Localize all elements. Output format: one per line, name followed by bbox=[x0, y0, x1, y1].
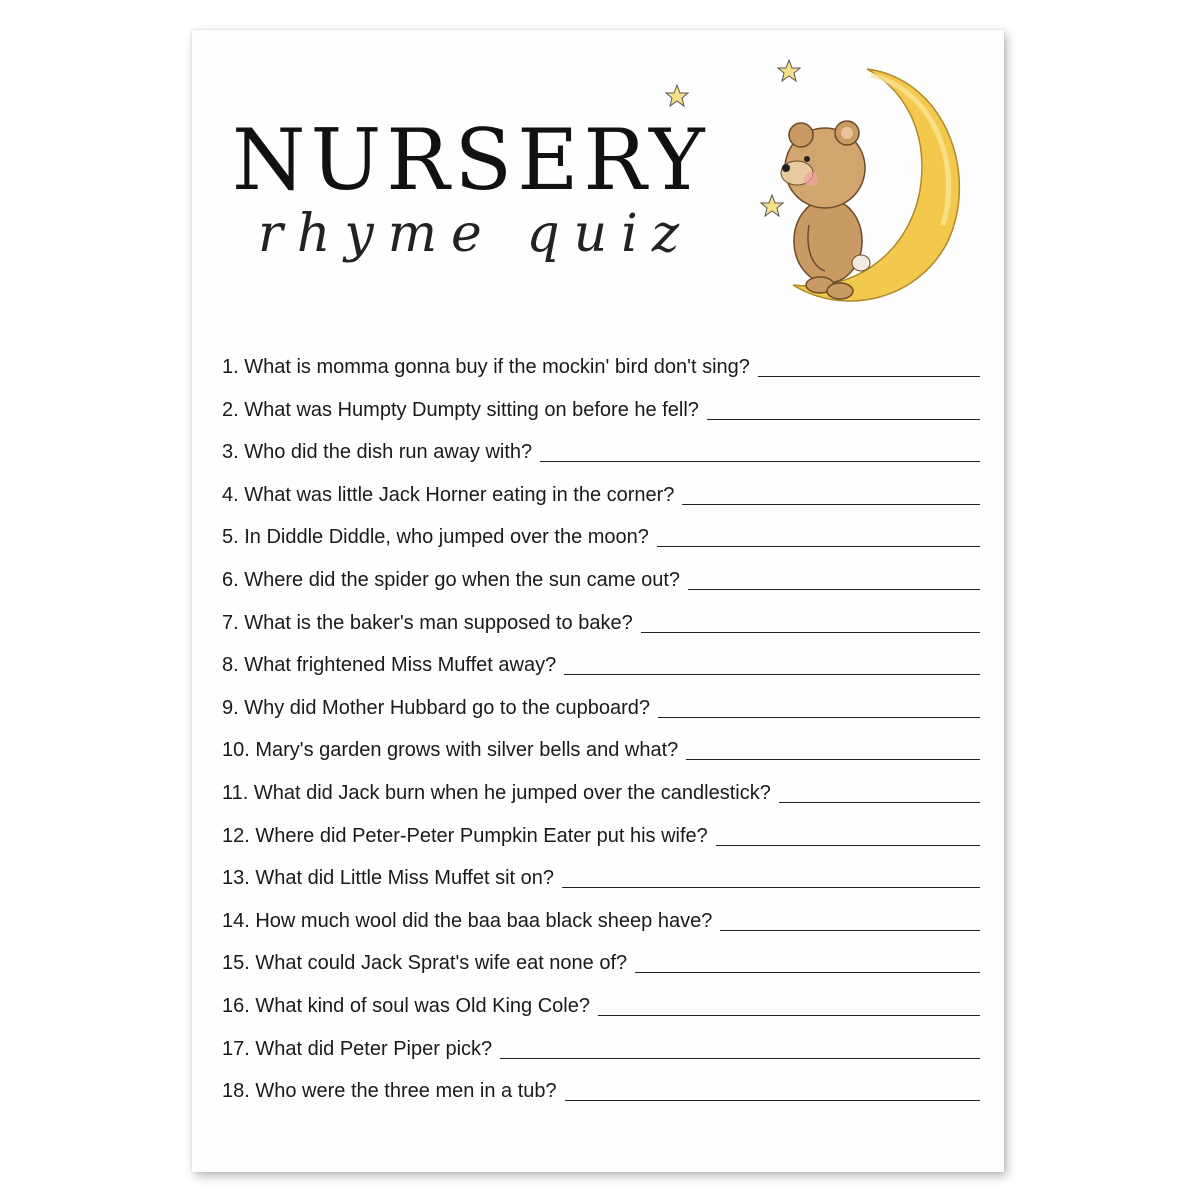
answer-line[interactable] bbox=[658, 716, 980, 718]
question-text: 11. What did Jack burn when he jumped over the candlestick? bbox=[222, 781, 771, 804]
question-item bbox=[222, 697, 980, 740]
question-text: 5. In Diddle Diddle, who jumped over the moon? bbox=[222, 526, 649, 549]
question-item bbox=[222, 526, 980, 569]
question-text: 8. What frightened Miss Muffet away? bbox=[222, 654, 557, 677]
question-item bbox=[222, 569, 980, 612]
question-item bbox=[222, 399, 980, 442]
question-text: 10. Mary's garden grows with silver bells and what? bbox=[222, 739, 679, 762]
answer-line[interactable] bbox=[688, 588, 980, 590]
answer-line[interactable] bbox=[707, 418, 980, 420]
bear-on-moon-illustration bbox=[655, 55, 985, 315]
question-text: 7. What is the baker's man supposed to bake? bbox=[222, 611, 633, 634]
star-icon bbox=[666, 85, 688, 106]
question-item bbox=[222, 825, 980, 868]
question-item bbox=[222, 1080, 980, 1123]
star-icon bbox=[761, 195, 783, 216]
star-icon bbox=[778, 60, 800, 81]
answer-line[interactable] bbox=[758, 375, 980, 377]
page-title: NURSERY bbox=[232, 111, 710, 209]
question-item bbox=[222, 952, 980, 995]
question-item bbox=[222, 910, 980, 953]
question-item bbox=[222, 739, 980, 782]
answer-line[interactable] bbox=[562, 886, 980, 888]
question-item bbox=[222, 484, 980, 527]
answer-line[interactable] bbox=[540, 460, 980, 462]
question-item bbox=[222, 441, 980, 484]
page-subtitle: rhyme quiz bbox=[258, 204, 694, 264]
question-item bbox=[222, 612, 980, 655]
question-item bbox=[222, 356, 980, 399]
answer-line[interactable] bbox=[598, 1014, 980, 1016]
question-text: 18. Who were the three men in a tub? bbox=[222, 1080, 557, 1103]
answer-line[interactable] bbox=[779, 801, 980, 803]
question-text: 14. How much wool did the baa baa black sheep have? bbox=[222, 909, 713, 932]
question-item bbox=[222, 867, 980, 910]
question-item bbox=[222, 782, 980, 825]
question-text: 2. What was Humpty Dumpty sitting on before he fell? bbox=[222, 398, 699, 421]
question-text: 17. What did Peter Piper pick? bbox=[222, 1037, 493, 1060]
question-text: 6. Where did the spider go when the sun came out? bbox=[222, 568, 681, 591]
answer-line[interactable] bbox=[686, 758, 980, 760]
teddy-bear-icon bbox=[781, 121, 870, 299]
question-list bbox=[222, 356, 980, 1123]
question-text: 1. What is momma gonna buy if the mockin' bird don't sing? bbox=[222, 356, 750, 378]
question-text: 4. What was little Jack Horner eating in the corner? bbox=[222, 483, 675, 506]
question-text: 9. Why did Mother Hubbard go to the cupboard? bbox=[222, 696, 651, 719]
answer-line[interactable] bbox=[682, 503, 980, 505]
answer-line[interactable] bbox=[500, 1057, 980, 1059]
question-text: 15. What could Jack Sprat's wife eat none of? bbox=[222, 952, 628, 975]
question-text: 12. Where did Peter-Peter Pumpkin Eater put his wife? bbox=[222, 824, 708, 847]
answer-line[interactable] bbox=[635, 971, 980, 973]
answer-line[interactable] bbox=[720, 929, 980, 931]
question-text: 3. Who did the dish run away with? bbox=[222, 441, 533, 464]
question-item bbox=[222, 995, 980, 1038]
answer-line[interactable] bbox=[641, 631, 980, 633]
answer-line[interactable] bbox=[565, 1099, 980, 1101]
question-text: 13. What did Little Miss Muffet sit on? bbox=[222, 867, 555, 890]
question-item bbox=[222, 1038, 980, 1081]
answer-line[interactable] bbox=[716, 844, 980, 846]
answer-line[interactable] bbox=[657, 545, 980, 547]
answer-line[interactable] bbox=[564, 673, 980, 675]
question-text: 16. What kind of soul was Old King Cole? bbox=[222, 994, 590, 1017]
question-item bbox=[222, 654, 980, 697]
